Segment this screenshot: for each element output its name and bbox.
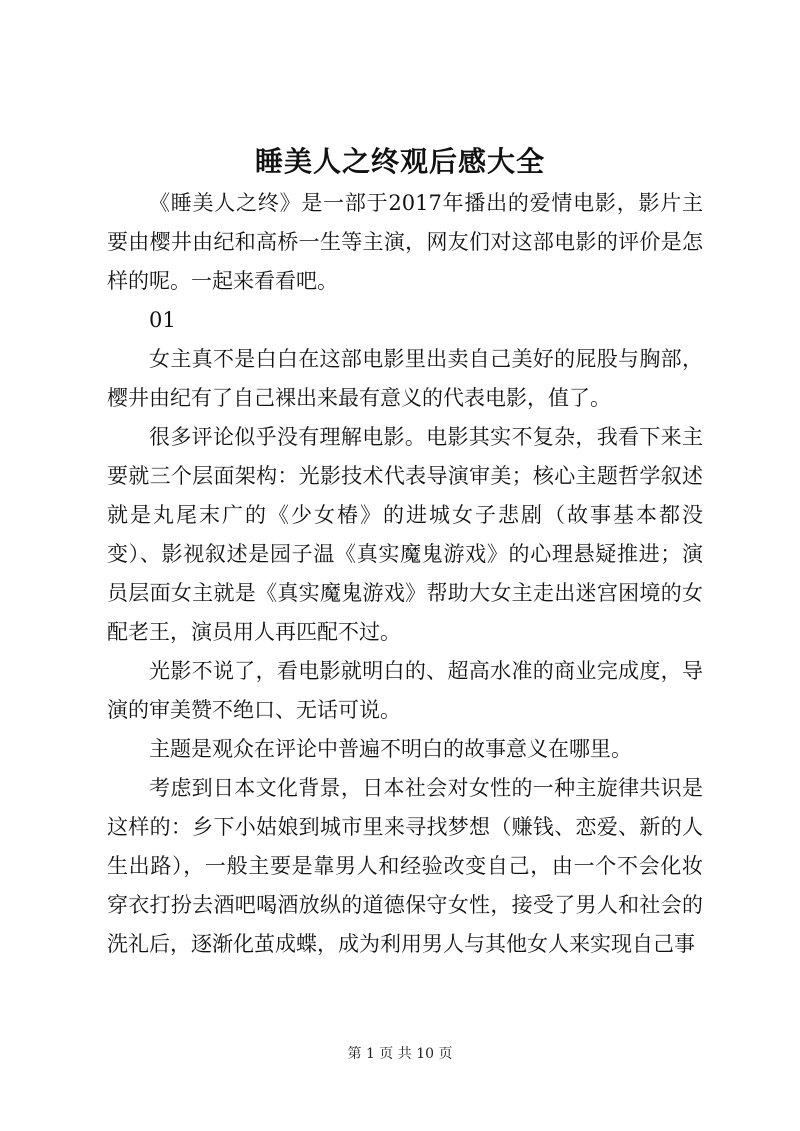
paragraph-intro: 《睡美人之终》是一部于2017年播出的爱情电影，影片主要由樱井由纪和高桥一生等主演，网友们对这部电影的评价是怎样的呢。一起来看看吧。 — [107, 191, 703, 293]
page-footer: 第 1 页 共 10 页 — [347, 1046, 453, 1062]
paragraph: 考虑到日本文化背景，日本社会对女性的一种主旋律共识是这样的：乡下小姑娘到城市里来寻找梦想（赚钱、恋爱、新的人生出路），一般主要是靠男人和经验改变自己，由一个不会化妆穿衣打扮去酒吧喝酒放纵的道德保守女性，接受了男人和社会的洗礼后，逐渐化茧成蝶，成为利用男人与其他女人来实现自己事 — [107, 776, 703, 956]
section-number: 01 — [149, 308, 176, 332]
paragraph: 主题是观众在评论中普遍不明白的故事意义在哪里。 — [149, 737, 632, 761]
paragraph: 很多评论似乎没有理解电影。电影其实不复杂，我看下来主要就三个层面架构：光影技术代表导演审美；核心主题哲学叙述就是丸尾末广的《少女椿》的进城女子悲剧（故事基本都没变）、影视叙述是园子温《真实魔鬼游戏》的心理悬疑推进；演员层面女主就是《真实魔鬼游戏》帮助大女主走出迷宫困境的女配老王，演员用人再匹配不过。 — [107, 425, 703, 644]
paragraph: 女主真不是白白在这部电影里出卖自己美好的屁股与胸部，樱井由纪有了自己裸出来最有意义的代表电影，值了。 — [107, 347, 703, 410]
document-title: 睡美人之终观后感大全 — [254, 145, 545, 178]
paragraph: 光影不说了，看电影就明白的、超高水准的商业完成度，导演的审美赞不绝口、无话可说。 — [107, 659, 703, 722]
document-body — [107, 184, 703, 964]
